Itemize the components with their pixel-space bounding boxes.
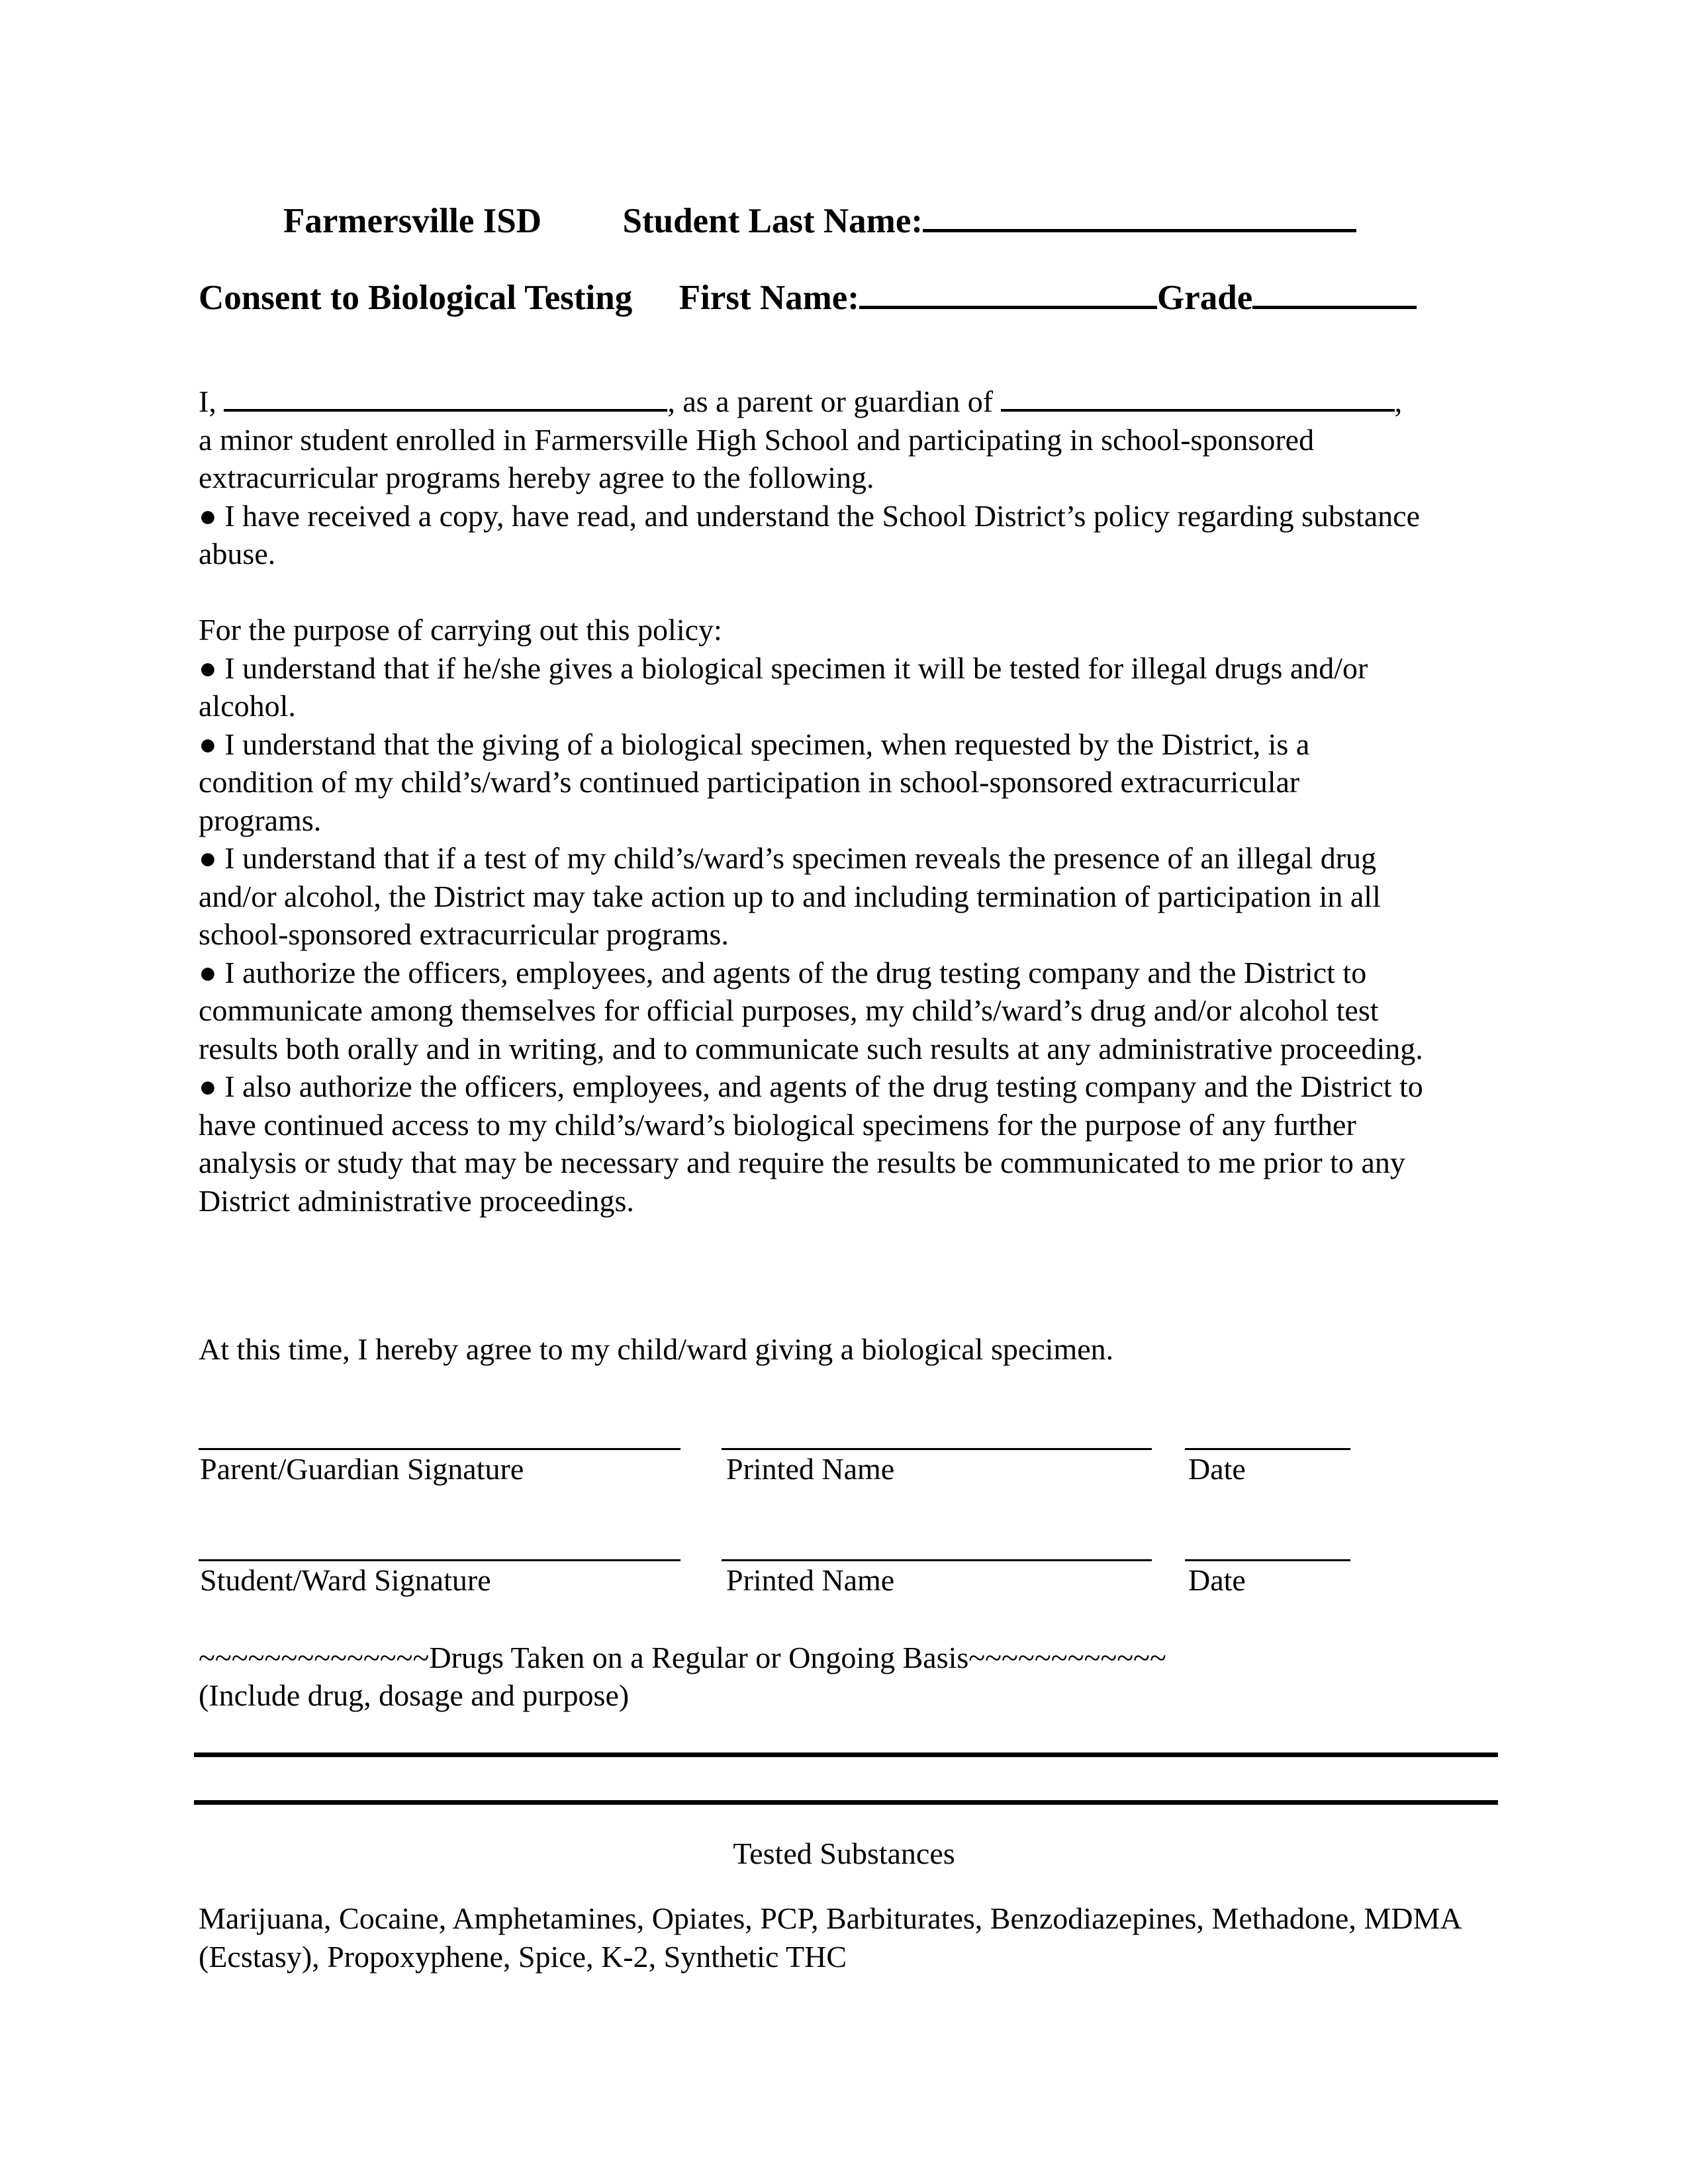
student-name-field[interactable] — [1001, 383, 1395, 412]
form-title: Consent to Biological Testing — [199, 279, 633, 317]
student-signature-line[interactable] — [199, 1559, 680, 1561]
header-line-1 — [283, 200, 1356, 241]
parent-signature-line[interactable] — [199, 1448, 680, 1450]
bullet-termination: ● I understand that if a test of my child’s/ward’s specimen reveals the presence of an illegal drug and/or alcohol, the District may take action up to and including termination of participation in all school-sponsored extracurricular programs. — [199, 841, 1381, 951]
drugs-entry-line-2[interactable] — [194, 1800, 1498, 1805]
grade-field[interactable] — [1252, 277, 1417, 309]
drugs-note: (Include drug, dosage and purpose) — [199, 1678, 630, 1712]
parent-date-line[interactable] — [1185, 1448, 1350, 1450]
first-name-field[interactable] — [859, 277, 1157, 309]
intro-line — [199, 383, 1516, 421]
tested-heading: Tested Substances — [733, 1837, 955, 1870]
bullet-authorize-communicate: ● I authorize the officers, employees, and agents of the drug testing company and the District to communicate among themselves for official purposes, my child’s/ward’s drug and/or alcohol test results both orally and in writing, and to communicate such results at any administrative proceeding. — [199, 955, 1423, 1066]
bullet-tested: ● I understand that if he/she gives a biological specimen it will be tested for illegal drugs and/or alcohol. — [199, 651, 1368, 723]
student-date-line[interactable] — [1185, 1559, 1350, 1561]
intro-rest: a minor student enrolled in Farmersville High School and participating in school-sponsored extracurricular programs hereby agree to the following. — [199, 422, 1315, 494]
district-name: Farmersville ISD — [283, 202, 542, 240]
bullet-condition: ● I understand that the giving of a biological specimen, when requested by the District, is a condition of my child’s/ward’s continued participation in school-sponsored extracurricular programs. — [199, 727, 1310, 837]
parent-printed-name-label: Printed Name — [726, 1452, 895, 1486]
parent-name-field[interactable] — [224, 383, 667, 412]
intro-comma: , — [1394, 385, 1403, 418]
student-signature-label: Student/Ward Signature — [200, 1563, 491, 1597]
parent-date-label: Date — [1188, 1452, 1246, 1486]
bullet-policy: ● I have received a copy, have read, and understand the School District’s policy regarding substance abuse. — [199, 498, 1420, 570]
student-date-label: Date — [1188, 1563, 1246, 1597]
as-parent-text: , as a parent or guardian of — [667, 385, 994, 418]
drugs-entry-line-1[interactable] — [194, 1752, 1498, 1757]
student-printed-name-label: Printed Name — [726, 1563, 895, 1597]
parent-signature-label: Parent/Guardian Signature — [200, 1452, 524, 1486]
header-line-2 — [199, 277, 1417, 318]
parent-printed-name-line[interactable] — [722, 1448, 1152, 1450]
drugs-heading: ~~~~~~~~~~~~~~Drugs Taken on a Regular or Ongoing Basis~~~~~~~~~~~~ — [199, 1641, 1166, 1674]
tested-list: Marijuana, Cocaine, Amphetamines, Opiates, PCP, Barbiturates, Benzodiazepines, Methadone, MDMA (Ecstasy), Propoxyphene, Spice, K-2, Synthetic THC — [199, 1901, 1461, 1974]
grade-label: Grade — [1156, 279, 1253, 317]
bullet-authorize-access: ● I also authorize the officers, employees, and agents of the drug testing company and the District to have continued access to my child’s/ward’s biological specimens for the purpose of any further analysis or study that may be necessary and require the results be communicated to me prior to any District administrative proceedings. — [199, 1069, 1423, 1218]
first-name-label: First Name: — [679, 279, 859, 317]
student-printed-name-line[interactable] — [722, 1559, 1152, 1561]
purpose-heading: For the purpose of carrying out this policy: — [199, 613, 722, 647]
last-name-field[interactable] — [923, 200, 1356, 232]
agreement-statement: At this time, I hereby agree to my child/ward giving a biological specimen. — [199, 1332, 1114, 1366]
consent-body — [199, 383, 1516, 1220]
i-label: I, — [199, 385, 216, 418]
last-name-label: Student Last Name: — [622, 202, 923, 240]
